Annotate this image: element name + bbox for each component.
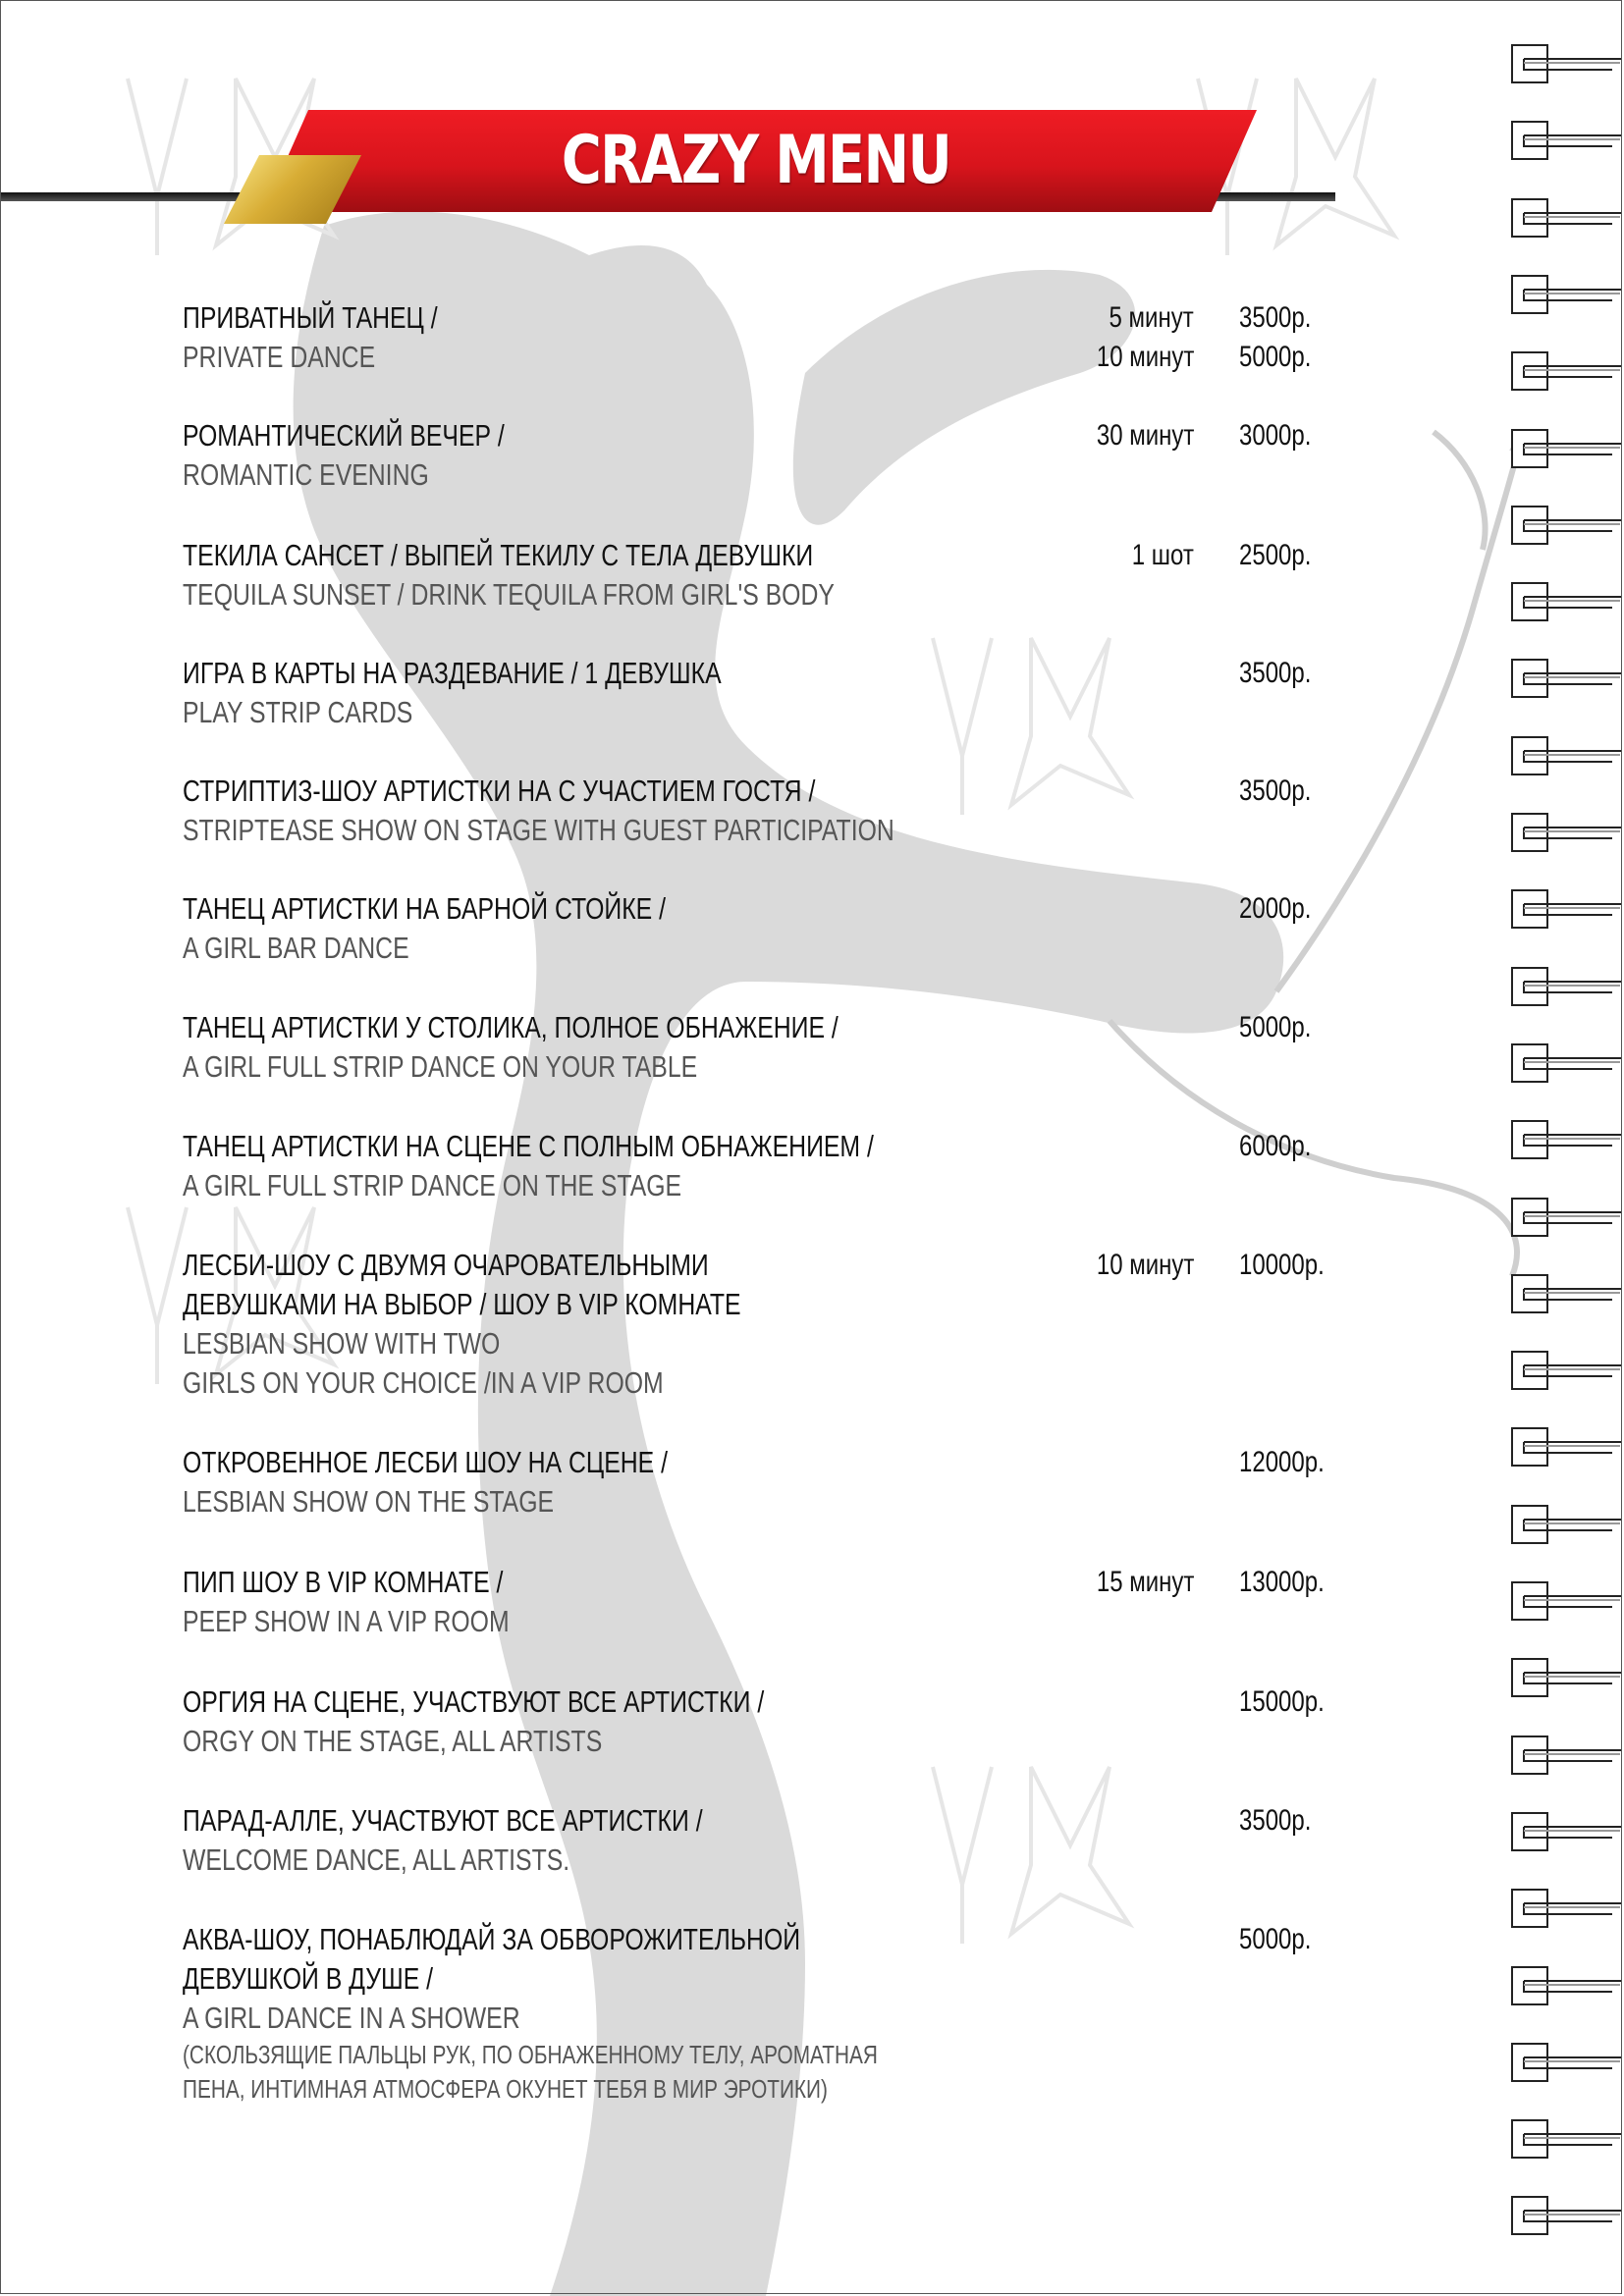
binding-ring (1510, 1119, 1624, 1162)
item-note: (СКОЛЬЗЯЩИЕ ПАЛЬЦЫ РУК, ПО ОБНАЖЕННОМУ ТЕЛУ, АРОМАТНАЯ (183, 2040, 878, 2069)
item-title-ru: ПРИВАТНЫЙ ТАНЕЦ / (183, 300, 438, 335)
item-price: 3500р. (1239, 657, 1312, 689)
item-title-ru: ТАНЕЦ АРТИСТКИ НА БАРНОЙ СТОЙКЕ / (183, 891, 666, 926)
item-title-en: WELCOME DANCE, ALL ARTISTS. (183, 1842, 570, 1877)
item-title-en: PEEP SHOW IN A VIP ROOM (183, 1604, 510, 1638)
item-title-ru: ПИП ШОУ В VIP КОМНАТЕ / (183, 1565, 504, 1599)
item-title-en: STRIPTEASE SHOW ON STAGE WITH GUEST PARTICIPATION (183, 813, 894, 847)
binding-ring (1510, 1042, 1624, 1086)
item-price: 5000р. (1239, 1011, 1312, 1043)
binding-ring (1510, 1657, 1624, 1700)
item-price: 13000р. (1239, 1566, 1325, 1598)
item-title-en: GIRLS ON YOUR CHOICE /IN A VIP ROOM (183, 1365, 664, 1400)
binding-ring (1510, 966, 1624, 1009)
binding-ring (1510, 658, 1624, 701)
spiral-binding (1510, 43, 1624, 2262)
binding-ring (1510, 1273, 1624, 1316)
binding-ring (1510, 43, 1624, 86)
item-price: 12000р. (1239, 1446, 1325, 1478)
item-title-en: A GIRL DANCE IN A SHOWER (183, 2001, 520, 2035)
binding-ring (1510, 274, 1624, 317)
item-title-en: TEQUILA SUNSET / DRINK TEQUILA FROM GIRL'S BODY (183, 577, 835, 612)
item-title-ru: ОТКРОВЕННОЕ ЛЕСБИ ШОУ НА СЦЕНЕ / (183, 1445, 669, 1479)
binding-ring (1510, 1888, 1624, 1931)
binding-ring (1510, 581, 1624, 624)
item-title-ru: СТРИПТИЗ-ШОУ АРТИСТКИ НА С УЧАСТИЕМ ГОСТЯ / (183, 774, 816, 808)
item-price: 3500р. (1239, 1804, 1312, 1837)
item-title-ru: ИГРА В КАРТЫ НА РАЗДЕВАНИЕ / 1 ДЕВУШКА (183, 656, 722, 690)
item-duration: 10 минут (1096, 1249, 1194, 1281)
item-title-ru: ОРГИЯ НА СЦЕНЕ, УЧАСТВУЮТ ВСЕ АРТИСТКИ / (183, 1684, 765, 1719)
item-title-en: ORGY ON THE STAGE, ALL ARTISTS (183, 1724, 603, 1758)
item-price: 6000р. (1239, 1130, 1312, 1162)
item-duration: 30 минут (1096, 419, 1194, 452)
item-title-en: A GIRL FULL STRIP DANCE ON THE STAGE (183, 1168, 682, 1202)
binding-ring (1510, 1811, 1624, 1854)
item-price: 2500р. (1239, 539, 1312, 571)
item-price: 15000р. (1239, 1685, 1325, 1718)
item-title-ru: ЛЕСБИ-ШОУ С ДВУМЯ ОЧАРОВАТЕЛЬНЫМИ (183, 1248, 709, 1282)
binding-ring (1510, 2042, 1624, 2085)
item-title-ru: ДЕВУШКАМИ НА ВЫБОР / ШОУ В VIP КОМНАТЕ (183, 1287, 741, 1321)
binding-ring (1510, 505, 1624, 548)
item-price: 3500р. (1239, 301, 1312, 334)
item-title-ru: АКВА-ШОУ, ПОНАБЛЮДАЙ ЗА ОБВОРОЖИТЕЛЬНОЙ (183, 1922, 801, 1956)
item-price: 3000р. (1239, 419, 1312, 452)
binding-ring (1510, 1580, 1624, 1624)
item-title-en: LESBIAN SHOW ON THE STAGE (183, 1484, 555, 1519)
binding-ring (1510, 1504, 1624, 1547)
binding-ring (1510, 350, 1624, 394)
item-title-en: A GIRL BAR DANCE (183, 931, 409, 965)
item-duration: 5 минут (1109, 301, 1194, 334)
binding-ring (1510, 888, 1624, 932)
binding-ring (1510, 1426, 1624, 1469)
item-title-en: PRIVATE DANCE (183, 340, 376, 374)
item-title-en: PLAY STRIP CARDS (183, 695, 413, 729)
binding-ring (1510, 1965, 1624, 2008)
item-note: ПЕНА, ИНТИМНАЯ АТМОСФЕРА ОКУНЕТ ТЕБЯ В МИР ЭРОТИКИ) (183, 2074, 828, 2104)
item-duration: 1 шот (1131, 539, 1194, 571)
binding-ring (1510, 2118, 1624, 2162)
binding-ring (1510, 1735, 1624, 1778)
item-title-ru: ТЕКИЛА САНСЕТ / ВЫПЕЙ ТЕКИЛУ С ТЕЛА ДЕВУШКИ (183, 538, 814, 572)
item-price: 2000р. (1239, 892, 1312, 925)
item-title-ru: ПАРАД-АЛЛЕ, УЧАСТВУЮТ ВСЕ АРТИСТКИ / (183, 1803, 703, 1838)
binding-ring (1510, 812, 1624, 855)
item-title-ru: РОМАНТИЧЕСКИЙ ВЕЧЕР / (183, 418, 505, 453)
binding-ring (1510, 120, 1624, 163)
binding-ring (1510, 735, 1624, 778)
item-title-en: A GIRL FULL STRIP DANCE ON YOUR TABLE (183, 1049, 698, 1084)
menu-title: CRAZY MENU (561, 122, 951, 199)
item-price: 10000р. (1239, 1249, 1325, 1281)
binding-ring (1510, 2195, 1624, 2238)
item-duration: 15 минут (1096, 1566, 1194, 1598)
binding-ring (1510, 428, 1624, 471)
item-price: 5000р. (1239, 341, 1312, 373)
item-price: 5000р. (1239, 1923, 1312, 1955)
item-title-ru: ТАНЕЦ АРТИСТКИ У СТОЛИКА, ПОЛНОЕ ОБНАЖЕНИЕ / (183, 1010, 839, 1044)
item-title-ru: ДЕВУШКОЙ В ДУШЕ / (183, 1961, 434, 1996)
item-price: 3500р. (1239, 774, 1312, 807)
item-title-en: LESBIAN SHOW WITH TWO (183, 1326, 501, 1361)
binding-ring (1510, 197, 1624, 240)
item-title-ru: ТАНЕЦ АРТИСТКИ НА СЦЕНЕ С ПОЛНЫМ ОБНАЖЕНИЕМ / (183, 1129, 874, 1163)
binding-ring (1510, 1350, 1624, 1393)
item-duration: 10 минут (1096, 341, 1194, 373)
item-title-en: ROMANTIC EVENING (183, 457, 429, 492)
binding-ring (1510, 1197, 1624, 1240)
